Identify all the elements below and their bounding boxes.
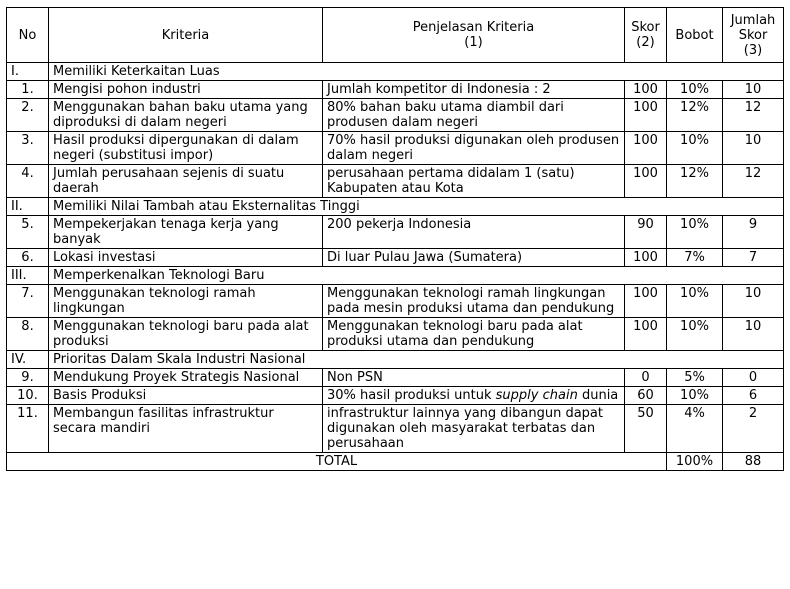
row-penjelasan: Non PSN (323, 369, 625, 387)
header-jumlah-skor: Jumlah Skor (3) (723, 8, 784, 63)
section-row (7, 198, 784, 216)
row-kriteria: Mendukung Proyek Strategis Nasional (49, 369, 323, 387)
table-row (7, 387, 784, 405)
table-row (7, 216, 784, 249)
total-bobot: 100% (667, 453, 723, 471)
section-title: Memiliki Nilai Tambah atau Eksternalitas Tinggi (49, 198, 784, 216)
row-kriteria: Hasil produksi dipergunakan di dalam negeri (substitusi impor) (49, 132, 323, 165)
row-penjelasan: Di luar Pulau Jawa (Sumatera) (323, 249, 625, 267)
row-jumlah: 9 (723, 216, 784, 249)
section-number: I. (7, 63, 49, 81)
row-bobot: 12% (667, 99, 723, 132)
penjelasan-text-italic: supply chain (495, 388, 578, 403)
row-bobot: 5% (667, 369, 723, 387)
total-row (7, 453, 784, 471)
table-row (7, 369, 784, 387)
row-number: 8. (7, 318, 49, 351)
header-kriteria: Kriteria (49, 8, 323, 63)
header-no: No (7, 8, 49, 63)
row-penjelasan: Jumlah kompetitor di Indonesia : 2 (323, 81, 625, 99)
row-skor: 100 (625, 132, 667, 165)
row-skor: 100 (625, 81, 667, 99)
row-jumlah: 10 (723, 81, 784, 99)
section-row (7, 63, 784, 81)
row-penjelasan: 80% bahan baku utama diambil dari produsen dalam negeri (323, 99, 625, 132)
row-kriteria: Lokasi investasi (49, 249, 323, 267)
table-row (7, 81, 784, 99)
table-row (7, 132, 784, 165)
row-number: 4. (7, 165, 49, 198)
row-number: 11. (7, 405, 49, 453)
row-skor: 60 (625, 387, 667, 405)
table-row (7, 99, 784, 132)
row-skor: 100 (625, 285, 667, 318)
header-row (7, 8, 784, 63)
row-kriteria: Membangun fasilitas infrastruktur secara mandiri (49, 405, 323, 453)
row-kriteria: Menggunakan teknologi ramah lingkungan (49, 285, 323, 318)
row-jumlah: 0 (723, 369, 784, 387)
section-number: II. (7, 198, 49, 216)
row-bobot: 10% (667, 387, 723, 405)
row-kriteria: Mengisi pohon industri (49, 81, 323, 99)
table-row (7, 405, 784, 453)
row-number: 6. (7, 249, 49, 267)
row-bobot: 10% (667, 81, 723, 99)
table-row (7, 249, 784, 267)
row-kriteria: Menggunakan bahan baku utama yang diproduksi di dalam negeri (49, 99, 323, 132)
row-penjelasan: perusahaan pertama didalam 1 (satu) Kabupaten atau Kota (323, 165, 625, 198)
row-bobot: 10% (667, 132, 723, 165)
section-row (7, 351, 784, 369)
row-penjelasan: Menggunakan teknologi ramah lingkungan pada mesin produksi utama dan pendukung (323, 285, 625, 318)
row-kriteria: Mempekerjakan tenaga kerja yang banyak (49, 216, 323, 249)
penjelasan-text-post: dunia (581, 388, 619, 403)
row-jumlah: 2 (723, 405, 784, 453)
section-title: Memiliki Keterkaitan Luas (49, 63, 784, 81)
scoring-table (6, 7, 784, 471)
row-skor: 100 (625, 99, 667, 132)
row-kriteria: Menggunakan teknologi baru pada alat produksi (49, 318, 323, 351)
row-skor: 100 (625, 249, 667, 267)
row-skor: 90 (625, 216, 667, 249)
header-bobot: Bobot (667, 8, 723, 63)
row-bobot: 10% (667, 216, 723, 249)
row-penjelasan: 70% hasil produksi digunakan oleh produsen dalam negeri (323, 132, 625, 165)
row-jumlah: 6 (723, 387, 784, 405)
row-bobot: 7% (667, 249, 723, 267)
table-row (7, 165, 784, 198)
table-row (7, 318, 784, 351)
total-label: TOTAL (7, 453, 667, 471)
row-penjelasan: infrastruktur lainnya yang dibangun dapat digunakan oleh masyarakat terbatas dan perusahaan (323, 405, 625, 453)
row-jumlah: 10 (723, 132, 784, 165)
header-penjelasan: Penjelasan Kriteria (1) (323, 8, 625, 63)
row-number: 5. (7, 216, 49, 249)
row-skor: 0 (625, 369, 667, 387)
row-jumlah: 12 (723, 165, 784, 198)
row-penjelasan (323, 387, 625, 405)
table-row (7, 285, 784, 318)
row-number: 9. (7, 369, 49, 387)
row-kriteria: Jumlah perusahaan sejenis di suatu daerah (49, 165, 323, 198)
section-title: Memperkenalkan Teknologi Baru (49, 267, 784, 285)
row-number: 1. (7, 81, 49, 99)
total-jumlah: 88 (723, 453, 784, 471)
section-number: III. (7, 267, 49, 285)
row-skor: 100 (625, 165, 667, 198)
section-row (7, 267, 784, 285)
row-number: 2. (7, 99, 49, 132)
row-penjelasan: Menggunakan teknologi baru pada alat produksi utama dan pendukung (323, 318, 625, 351)
row-bobot: 10% (667, 318, 723, 351)
row-jumlah: 10 (723, 318, 784, 351)
header-skor: Skor (2) (625, 8, 667, 63)
row-kriteria: Basis Produksi (49, 387, 323, 405)
row-bobot: 10% (667, 285, 723, 318)
row-penjelasan: 200 pekerja Indonesia (323, 216, 625, 249)
row-jumlah: 7 (723, 249, 784, 267)
row-number: 7. (7, 285, 49, 318)
section-number: IV. (7, 351, 49, 369)
row-bobot: 4% (667, 405, 723, 453)
row-number: 3. (7, 132, 49, 165)
row-skor: 50 (625, 405, 667, 453)
row-number: 10. (7, 387, 49, 405)
row-jumlah: 12 (723, 99, 784, 132)
row-skor: 100 (625, 318, 667, 351)
section-title: Prioritas Dalam Skala Industri Nasional (49, 351, 784, 369)
row-jumlah: 10 (723, 285, 784, 318)
penjelasan-text-pre: 30% hasil produksi untuk (327, 388, 492, 403)
row-bobot: 12% (667, 165, 723, 198)
